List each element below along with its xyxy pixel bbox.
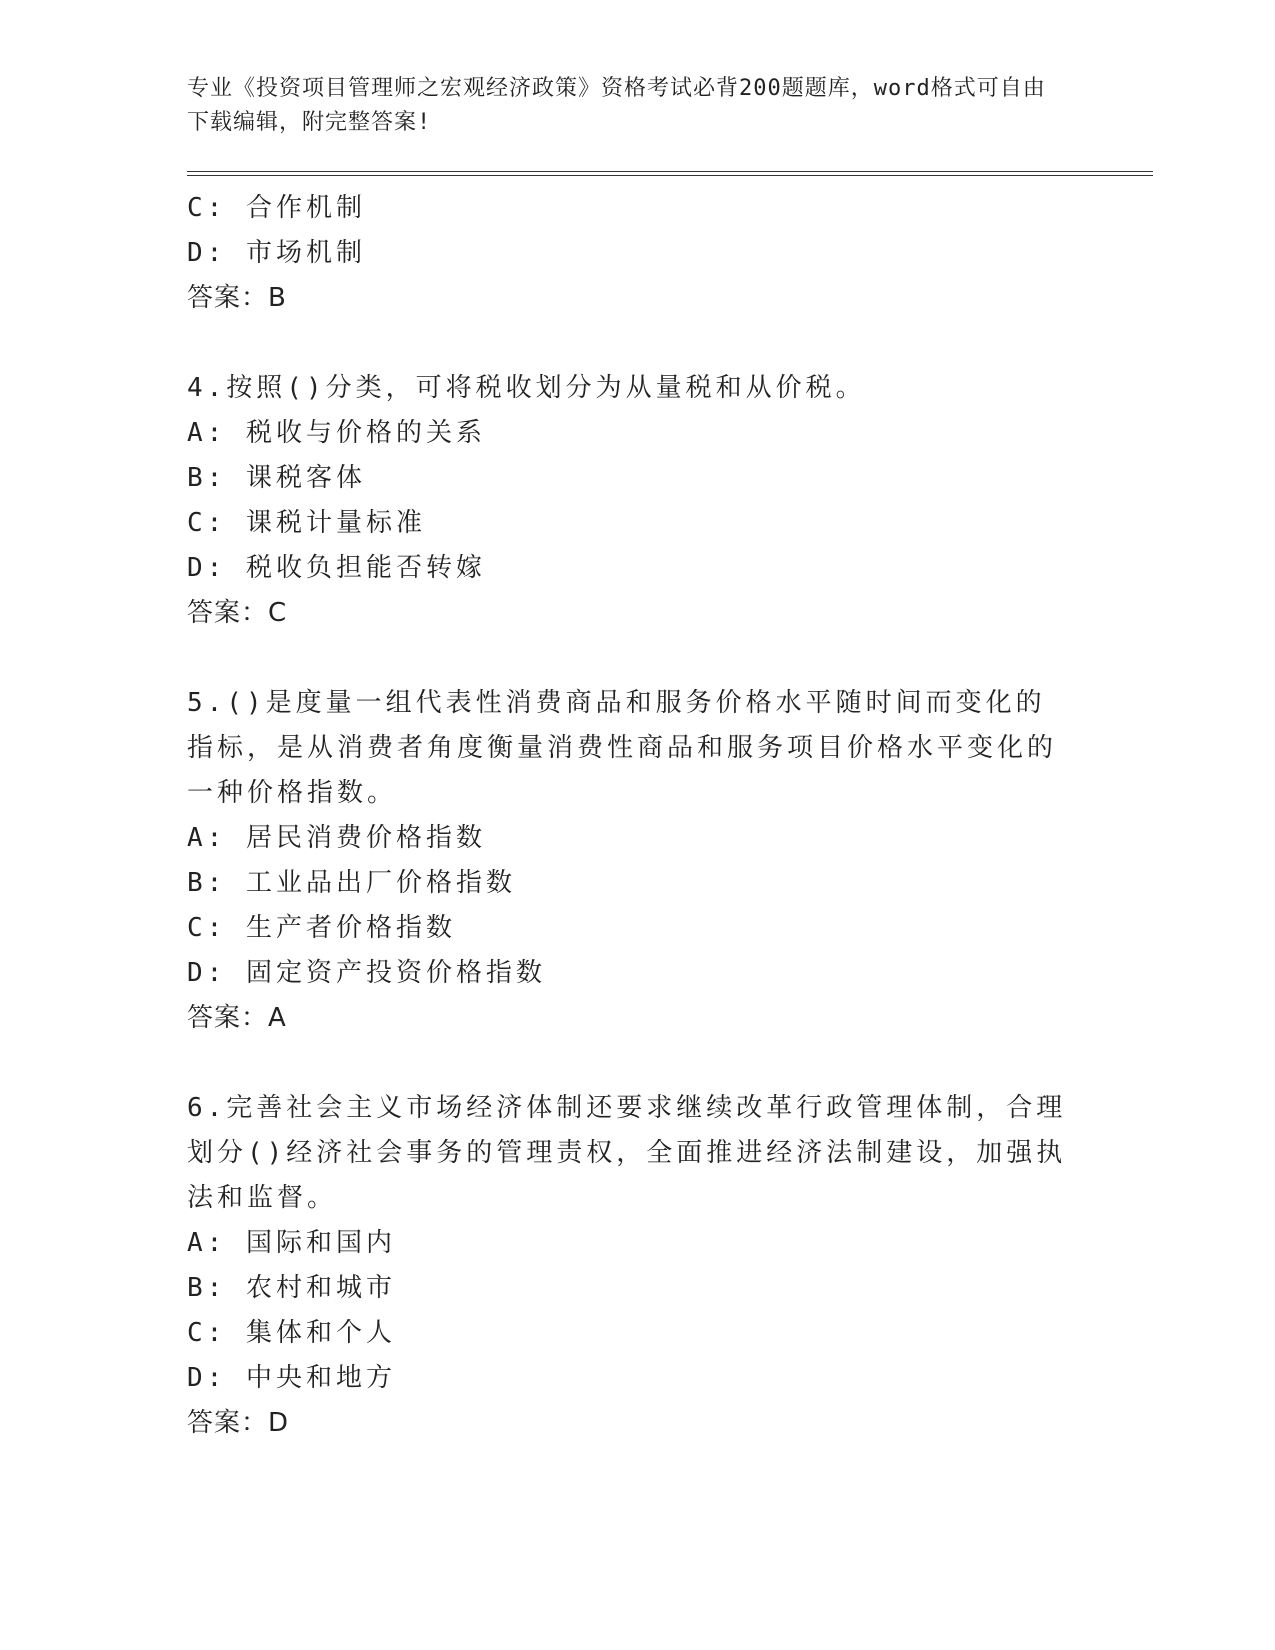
option-d: D: 固定资产投资价格指数 [187, 958, 546, 988]
document-header: 专业《投资项目管理师之宏观经济政策》资格考试必背200题题库，word格式可自由下载编辑，附完整答案! [187, 76, 1046, 135]
question-stem: 5.()是度量一组代表性消费商品和服务价格水平随时间而变化的指标，是从消费者角度衡量消费性商品和服务项目价格水平变化的一种价格指数。 [187, 688, 1058, 808]
question-content [187, 186, 1087, 1446]
option-b: B: 农村和城市 [187, 1273, 396, 1303]
option-d: D: 市场机制 [187, 238, 366, 268]
answer-line: 答案：A [187, 1003, 287, 1033]
option-b: B: 工业品出厂价格指数 [187, 868, 516, 898]
option-a: A: 居民消费价格指数 [187, 823, 486, 853]
question-stem: 6.完善社会主义市场经济体制还要求继续改革行政管理体制，合理划分()经济社会事务的管理责权，全面推进经济法制建设，加强执法和监督。 [187, 1093, 1067, 1213]
answer-line: 答案：D [187, 1408, 290, 1438]
header-rule-bottom [187, 175, 1153, 176]
question-6 [187, 1086, 1087, 1446]
answer-line: 答案：C [187, 598, 288, 628]
answer-line: 答案：B [187, 283, 287, 313]
option-c: C: 合作机制 [187, 193, 366, 223]
option-c: C: 课税计量标准 [187, 508, 426, 538]
question-4 [187, 366, 1087, 636]
option-d: D: 税收负担能否转嫁 [187, 553, 486, 583]
header-rule-top [187, 171, 1153, 172]
question-5 [187, 681, 1087, 1041]
carryover-block [187, 186, 1087, 321]
option-c: C: 集体和个人 [187, 1318, 396, 1348]
option-b: B: 课税客体 [187, 463, 366, 493]
question-stem: 4.按照()分类，可将税收划分为从量税和从价税。 [187, 373, 866, 403]
option-a: A: 税收与价格的关系 [187, 418, 486, 448]
option-a: A: 国际和国内 [187, 1228, 396, 1258]
option-c: C: 生产者价格指数 [187, 913, 456, 943]
option-d: D: 中央和地方 [187, 1363, 396, 1393]
